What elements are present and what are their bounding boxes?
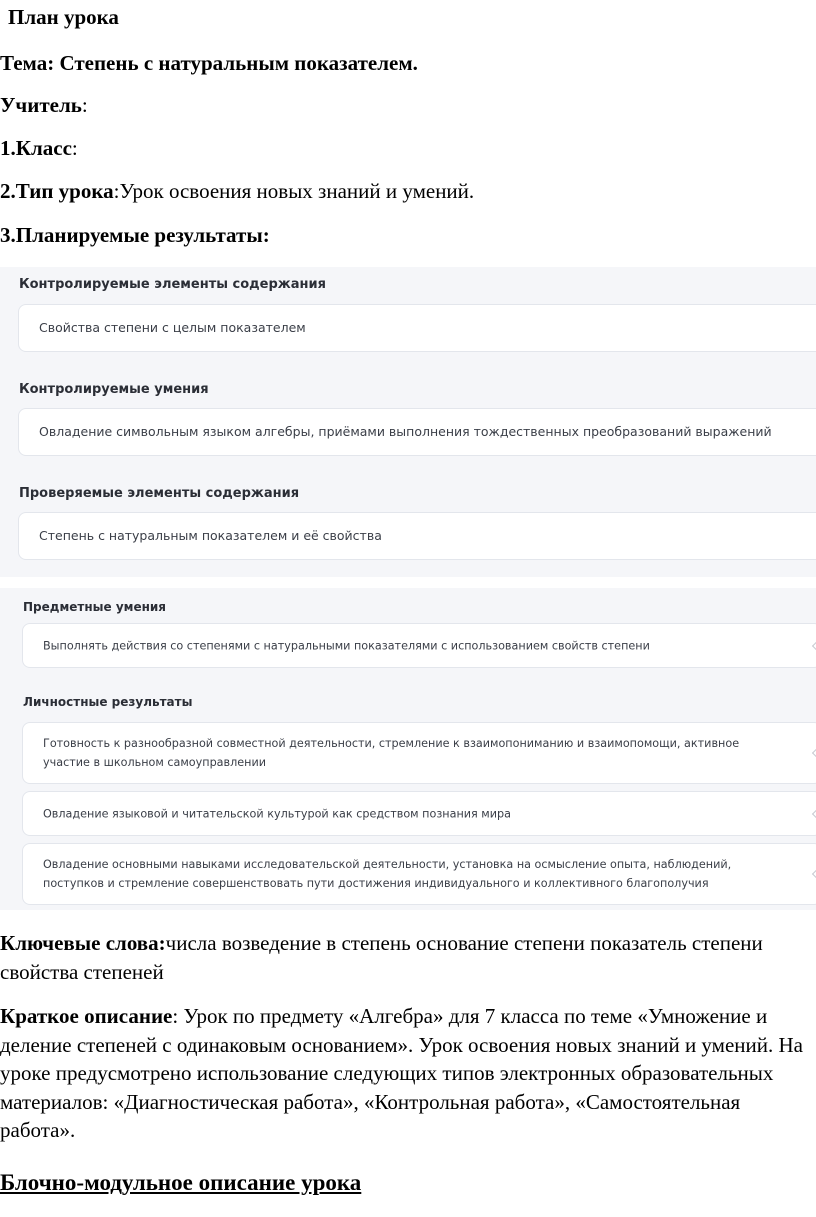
- lesson-type-value: :Урок освоения новых знаний и умений.: [113, 179, 475, 203]
- block-module-heading: Блочно-модульное описание урока: [0, 1170, 362, 1195]
- summary-label: Краткое описание: [0, 1004, 173, 1028]
- subject-skills-value: Выполнять действия со степенями с натуральными показателями с использованием свойств степени: [43, 639, 650, 652]
- keywords-value: числа возведение в степень основание степени показатель степени свойства степеней: [0, 931, 763, 984]
- personal-result-text: Овладение основными навыками исследовательской деятельности, установка на осмысление опыта, наблюдений, поступков и стремление совершенствовать пути достижения индивидуального и коллективного благополучия: [43, 858, 732, 890]
- checked-content-label: Проверяемые элементы содержания: [19, 486, 300, 501]
- teacher-line: Учитель:: [0, 93, 88, 117]
- class-label: 1.Класс: [0, 136, 72, 160]
- chevron-left-icon[interactable]: [812, 746, 816, 760]
- controlled-content-value: Свойства степени с целым показателем: [39, 320, 306, 335]
- topic-label: Тема:: [0, 51, 55, 75]
- personal-result-card: [22, 843, 816, 905]
- chevron-left-icon[interactable]: [812, 806, 816, 820]
- controlled-elements-panel: [0, 267, 816, 577]
- controlled-skills-value: Овладение символьным языком алгебры, приёмами выполнения тождественных преобразований выражений: [39, 424, 772, 439]
- personal-results-label: Личностные результаты: [23, 695, 193, 709]
- planned-results-heading: 3.Планируемые результаты:: [0, 223, 270, 247]
- personal-result-card: [22, 791, 816, 836]
- summary-paragraph: [0, 1002, 816, 1145]
- lesson-title: План урока: [8, 5, 119, 29]
- chevron-left-icon[interactable]: [812, 867, 816, 881]
- subject-personal-panel: [0, 588, 816, 910]
- subject-skills-label: Предметные умения: [23, 600, 166, 614]
- controlled-skills-card: [18, 408, 816, 456]
- controlled-skills-label: Контролируемые умения: [19, 382, 209, 397]
- keywords-label: Ключевые слова:: [0, 931, 166, 955]
- topic-line: [0, 50, 418, 76]
- lesson-type-label: 2.Тип урока: [0, 179, 114, 203]
- summary-value: : Урок по предмету «Алгебра» для 7 класса по теме «Умножение и деление степеней с одинаковым основанием». Урок освоения новых знаний и умений. На уроке предусмотрено использование следующих типов электронных образовательных материалов: «Диагностическая работа», «Контрольная работа», «Самостоятельная работа».: [0, 1004, 803, 1142]
- personal-result-card: [22, 722, 816, 784]
- topic-value: Степень с натуральным показателем.: [59, 51, 418, 75]
- class-line: 1.Класс:: [0, 136, 78, 160]
- checked-content-value: Степень с натуральным показателем и её свойства: [39, 528, 382, 543]
- chevron-left-icon[interactable]: [812, 638, 816, 652]
- personal-result-text: Овладение языковой и читательской культурой как средством познания мира: [43, 807, 511, 820]
- teacher-label: Учитель: [0, 93, 82, 117]
- checked-content-card: [18, 512, 816, 560]
- subject-skills-card: [22, 623, 816, 668]
- lesson-type-line: [0, 178, 474, 204]
- controlled-content-label: Контролируемые элементы содержания: [19, 277, 326, 292]
- controlled-content-card: [18, 304, 816, 352]
- keywords-paragraph: [0, 929, 816, 986]
- personal-result-text: Готовность к разнообразной совместной деятельности, стремление к взаимопониманию и взаимопомощи, активное участие в школьном самоуправлении: [43, 737, 740, 769]
